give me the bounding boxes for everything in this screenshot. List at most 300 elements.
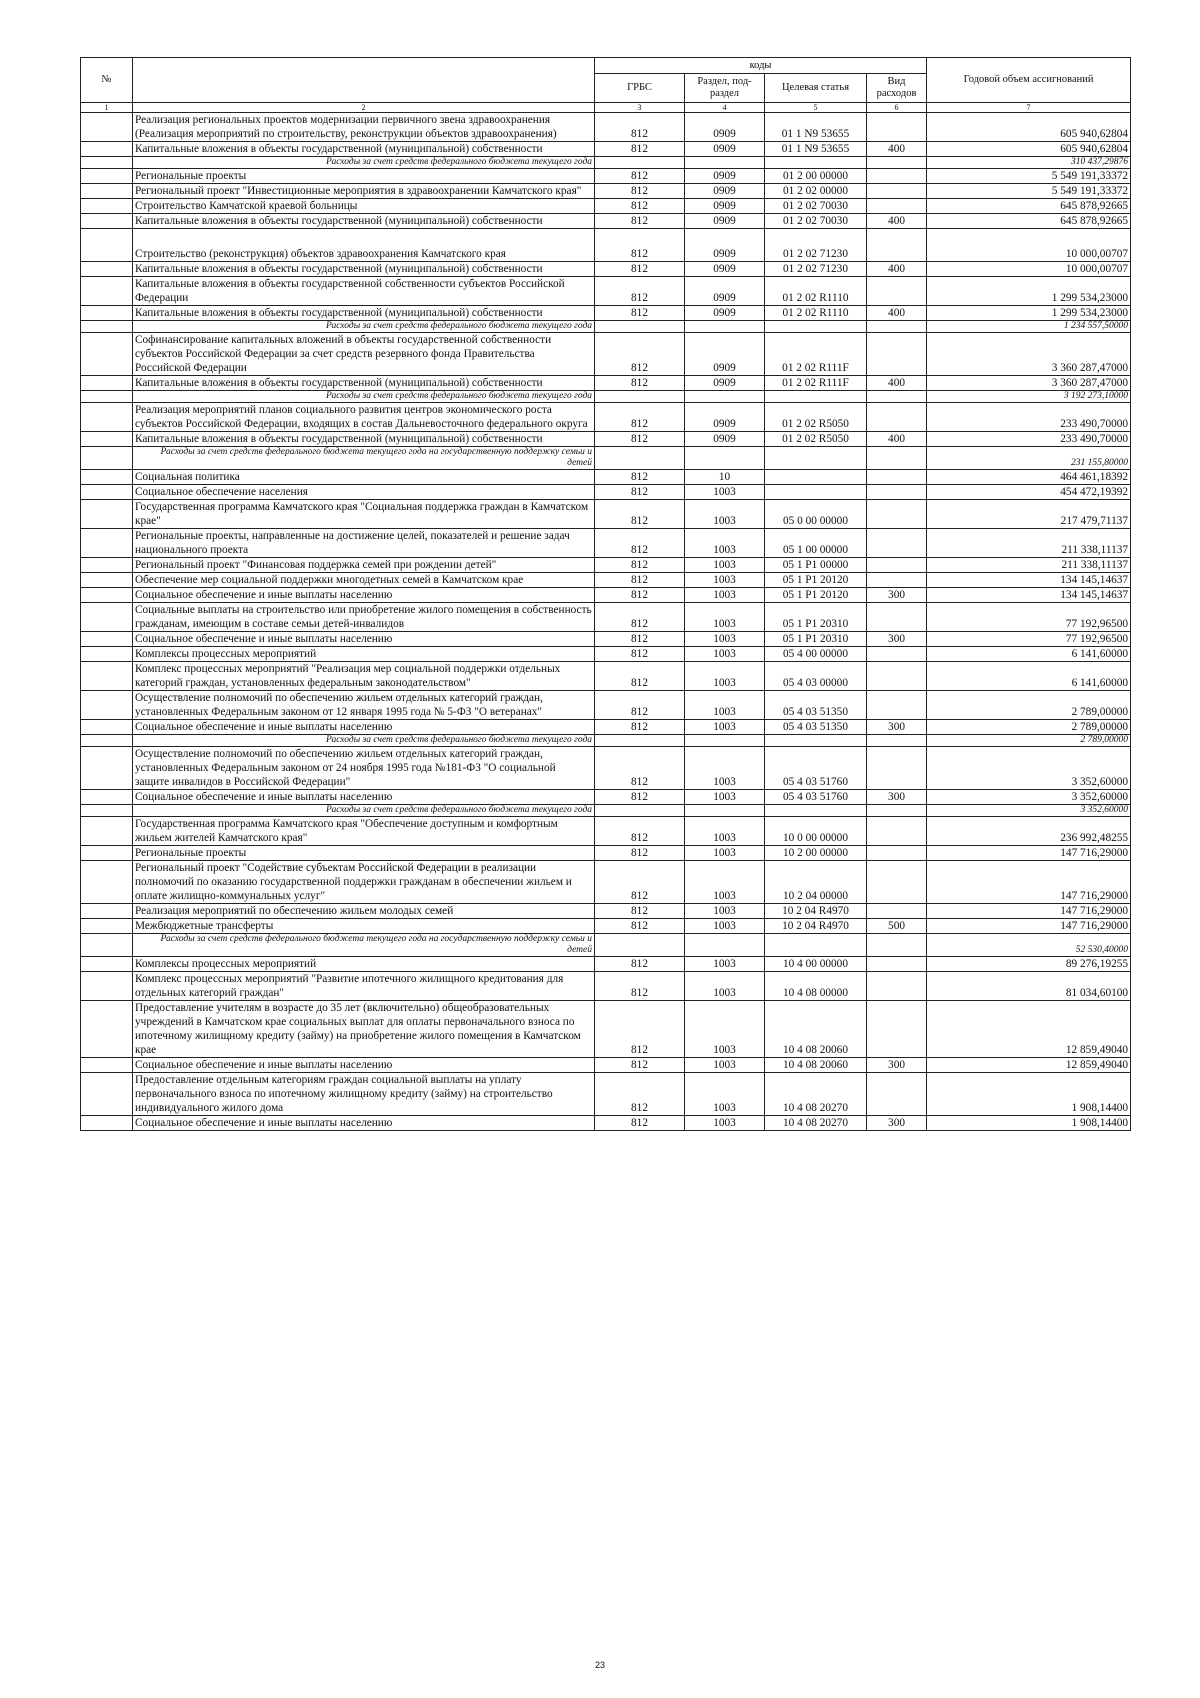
table-row — [81, 432, 1131, 447]
table-row — [81, 169, 1131, 184]
cell-volume: 6 141,60000 — [927, 662, 1131, 691]
cell-name: Капитальные вложения в объекты государственной (муниципальной) собственности — [133, 432, 595, 447]
cell-grbs: 812 — [595, 957, 685, 972]
cell-number — [81, 157, 133, 169]
cell-number — [81, 199, 133, 214]
cell-razdel: 10 — [685, 470, 765, 485]
cell-razdel: 1003 — [685, 603, 765, 632]
cell-name: Региональный проект "Финансовая поддержка семей при рождении детей" — [133, 558, 595, 573]
cell-number — [81, 904, 133, 919]
table-row — [81, 817, 1131, 846]
cell-grbs: 812 — [595, 169, 685, 184]
table-body — [81, 113, 1131, 1131]
cell-number — [81, 647, 133, 662]
cell-razdel: 1003 — [685, 588, 765, 603]
cell-razdel — [685, 157, 765, 169]
cell-volume: 3 352,60000 — [927, 747, 1131, 790]
cell-target-article: 01 2 02 R1110 — [765, 306, 867, 321]
cell-expense-type — [867, 662, 927, 691]
cell-razdel: 0909 — [685, 333, 765, 376]
cell-target-article: 10 4 08 20270 — [765, 1073, 867, 1116]
cell-volume: 645 878,92665 — [927, 199, 1131, 214]
cell-volume: 12 859,49040 — [927, 1058, 1131, 1073]
cell-expense-type — [867, 972, 927, 1001]
cell-grbs: 812 — [595, 470, 685, 485]
cell-grbs — [595, 805, 685, 817]
cell-grbs — [595, 391, 685, 403]
cell-number — [81, 376, 133, 391]
cell-number — [81, 603, 133, 632]
cell-name: Комплекс процессных мероприятий "Реализация мер социальной поддержки отдельных категорий граждан, установленных федеральным законодательством" — [133, 662, 595, 691]
cell-number — [81, 333, 133, 376]
cell-razdel — [685, 321, 765, 333]
federal-budget-row — [81, 735, 1131, 747]
cell-name: Комплексы процессных мероприятий — [133, 957, 595, 972]
cell-target-article: 10 4 08 20270 — [765, 1116, 867, 1131]
table-row — [81, 306, 1131, 321]
cell-volume: 236 992,48255 — [927, 817, 1131, 846]
cell-expense-type — [867, 391, 927, 403]
cell-number — [81, 957, 133, 972]
cell-razdel: 0909 — [685, 199, 765, 214]
cell-number — [81, 662, 133, 691]
cell-expense-type — [867, 558, 927, 573]
cell-expense-type: 300 — [867, 632, 927, 647]
cell-number — [81, 919, 133, 934]
cell-razdel: 1003 — [685, 1073, 765, 1116]
cell-volume: 2 789,00000 — [927, 735, 1131, 747]
cell-name: Капитальные вложения в объекты государственной (муниципальной) собственности — [133, 262, 595, 277]
cell-razdel — [685, 447, 765, 470]
cell-volume: 1 299 534,23000 — [927, 277, 1131, 306]
federal-budget-row — [81, 805, 1131, 817]
cell-name: Расходы за счет средств федерального бюджета текущего года — [133, 157, 595, 169]
cell-number — [81, 500, 133, 529]
cell-expense-type — [867, 934, 927, 957]
table-row — [81, 229, 1131, 262]
cell-expense-type — [867, 957, 927, 972]
cell-target-article — [765, 934, 867, 957]
cell-target-article: 05 4 00 00000 — [765, 647, 867, 662]
cell-expense-type — [867, 229, 927, 262]
cell-volume: 1 299 534,23000 — [927, 306, 1131, 321]
cell-name: Капитальные вложения в объекты государственной (муниципальной) собственности — [133, 376, 595, 391]
cell-volume: 1 908,14400 — [927, 1116, 1131, 1131]
cell-number — [81, 573, 133, 588]
cell-razdel: 0909 — [685, 184, 765, 199]
cell-name: Обеспечение мер социальной поддержки многодетных семей в Камчатском крае — [133, 573, 595, 588]
table-row — [81, 199, 1131, 214]
cell-target-article — [765, 447, 867, 470]
cell-expense-type — [867, 113, 927, 142]
cell-volume: 310 437,29876 — [927, 157, 1131, 169]
cell-target-article: 05 4 03 00000 — [765, 662, 867, 691]
cell-volume: 147 716,29000 — [927, 861, 1131, 904]
cell-number — [81, 529, 133, 558]
table-row — [81, 1073, 1131, 1116]
table-row — [81, 861, 1131, 904]
cell-number — [81, 1001, 133, 1058]
cell-expense-type — [867, 861, 927, 904]
cell-target-article: 05 0 00 00000 — [765, 500, 867, 529]
cell-razdel — [685, 805, 765, 817]
cell-expense-type: 300 — [867, 720, 927, 735]
cell-expense-type — [867, 647, 927, 662]
cell-name: Социальное обеспечение и иные выплаты населению — [133, 1116, 595, 1131]
cell-grbs: 812 — [595, 790, 685, 805]
cell-expense-type — [867, 403, 927, 432]
cell-razdel: 1003 — [685, 500, 765, 529]
cell-name: Социальное обеспечение и иные выплаты населению — [133, 588, 595, 603]
table-row — [81, 691, 1131, 720]
table-row — [81, 376, 1131, 391]
table-row — [81, 790, 1131, 805]
cell-expense-type — [867, 735, 927, 747]
cell-name: Предоставление отдельным категориям граждан социальной выплаты на уплату первоначального взноса по ипотечному жилищному кредиту (займу) на строительство индивидуального жилого дома — [133, 1073, 595, 1116]
table-row — [81, 846, 1131, 861]
cell-volume: 3 360 287,47000 — [927, 333, 1131, 376]
cell-grbs: 812 — [595, 647, 685, 662]
cell-expense-type — [867, 169, 927, 184]
cell-expense-type — [867, 500, 927, 529]
table-row — [81, 142, 1131, 157]
cell-name: Межбюджетные трансферты — [133, 919, 595, 934]
cell-grbs: 812 — [595, 846, 685, 861]
cell-expense-type: 400 — [867, 142, 927, 157]
col-header-name — [133, 58, 595, 103]
cell-number — [81, 403, 133, 432]
cell-volume: 211 338,11137 — [927, 558, 1131, 573]
cell-target-article: 01 2 02 70030 — [765, 199, 867, 214]
cell-volume: 1 234 557,50000 — [927, 321, 1131, 333]
cell-number — [81, 972, 133, 1001]
cell-volume: 2 789,00000 — [927, 720, 1131, 735]
cell-volume: 10 000,00707 — [927, 262, 1131, 277]
cell-target-article: 05 1 P1 20120 — [765, 588, 867, 603]
cell-name: Региональный проект "Инвестиционные мероприятия в здравоохранении Камчатского края" — [133, 184, 595, 199]
cell-volume: 147 716,29000 — [927, 846, 1131, 861]
cell-number — [81, 846, 133, 861]
cell-razdel: 1003 — [685, 790, 765, 805]
federal-budget-row — [81, 391, 1131, 403]
column-index: 7 — [927, 103, 1131, 113]
cell-razdel: 1003 — [685, 529, 765, 558]
cell-grbs: 812 — [595, 432, 685, 447]
cell-target-article: 10 2 04 00000 — [765, 861, 867, 904]
cell-target-article: 10 4 00 00000 — [765, 957, 867, 972]
cell-volume: 12 859,49040 — [927, 1001, 1131, 1058]
cell-volume: 5 549 191,33372 — [927, 184, 1131, 199]
cell-razdel: 1003 — [685, 632, 765, 647]
cell-number — [81, 447, 133, 470]
cell-number — [81, 214, 133, 229]
cell-grbs: 812 — [595, 904, 685, 919]
cell-razdel: 0909 — [685, 262, 765, 277]
cell-razdel: 1003 — [685, 957, 765, 972]
cell-razdel — [685, 391, 765, 403]
table-row — [81, 904, 1131, 919]
cell-number — [81, 432, 133, 447]
cell-name: Капитальные вложения в объекты государственной (муниципальной) собственности — [133, 142, 595, 157]
cell-number — [81, 1116, 133, 1131]
cell-number — [81, 262, 133, 277]
cell-number — [81, 747, 133, 790]
table-row — [81, 957, 1131, 972]
cell-number — [81, 861, 133, 904]
cell-target-article — [765, 391, 867, 403]
cell-razdel: 0909 — [685, 376, 765, 391]
cell-number — [81, 790, 133, 805]
cell-volume: 464 461,18392 — [927, 470, 1131, 485]
cell-name: Расходы за счет средств федерального бюджета текущего года — [133, 735, 595, 747]
cell-volume: 52 530,40000 — [927, 934, 1131, 957]
cell-volume: 10 000,00707 — [927, 229, 1131, 262]
table-row — [81, 720, 1131, 735]
cell-razdel: 0909 — [685, 214, 765, 229]
cell-razdel: 0909 — [685, 169, 765, 184]
cell-razdel: 0909 — [685, 306, 765, 321]
cell-expense-type — [867, 321, 927, 333]
cell-name: Комплекс процессных мероприятий "Развитие ипотечного жилищного кредитования для отдельных категорий граждан" — [133, 972, 595, 1001]
cell-name: Реализация мероприятий по обеспечению жильем молодых семей — [133, 904, 595, 919]
table-row — [81, 1058, 1131, 1073]
cell-target-article: 10 4 08 00000 — [765, 972, 867, 1001]
table-row — [81, 972, 1131, 1001]
col-header-razdel: Раздел, под-раздел — [685, 74, 765, 103]
cell-target-article: 01 2 02 R5050 — [765, 403, 867, 432]
cell-name: Осуществление полномочий по обеспечению жильем отдельных категорий граждан, установленных Федеральным законом от 24 ноября 1995 года №181-ФЗ "О социальной защите инвалидов в Российской Федерации" — [133, 747, 595, 790]
cell-name: Социальная политика — [133, 470, 595, 485]
cell-target-article: 01 1 N9 53655 — [765, 142, 867, 157]
cell-target-article — [765, 157, 867, 169]
table-row — [81, 529, 1131, 558]
cell-name: Осуществление полномочий по обеспечению жильем отдельных категорий граждан, установленных Федеральным законом от 12 января 1995 года № 5-ФЗ "О ветеранах" — [133, 691, 595, 720]
cell-volume: 3 352,60000 — [927, 805, 1131, 817]
cell-expense-type — [867, 904, 927, 919]
cell-razdel: 1003 — [685, 1058, 765, 1073]
cell-razdel: 0909 — [685, 432, 765, 447]
cell-target-article: 10 4 08 20060 — [765, 1058, 867, 1073]
cell-volume: 233 490,70000 — [927, 403, 1131, 432]
cell-target-article: 01 2 02 R111F — [765, 376, 867, 391]
cell-target-article: 10 2 04 R4970 — [765, 904, 867, 919]
cell-expense-type — [867, 1073, 927, 1116]
cell-target-article: 01 2 02 00000 — [765, 184, 867, 199]
cell-volume: 77 192,96500 — [927, 632, 1131, 647]
cell-name: Реализация мероприятий планов социального развития центров экономического роста субъектов Российской Федерации, входящих в состав Дальневосточного федерального округа — [133, 403, 595, 432]
cell-name: Предоставление учителям в возрасте до 35 лет (включительно) общеобразовательных учреждений в Камчатском крае социальных выплат для оплаты первоначального взноса по ипотечному жилищному кредиту (займу) на приобретение жилого помещения в Камчатском крае — [133, 1001, 595, 1058]
col-header-volume: Годовой объем ассигнований — [927, 58, 1131, 103]
cell-razdel — [685, 735, 765, 747]
cell-expense-type: 300 — [867, 588, 927, 603]
table-row — [81, 403, 1131, 432]
cell-number — [81, 277, 133, 306]
cell-volume: 3 360 287,47000 — [927, 376, 1131, 391]
column-index: 3 — [595, 103, 685, 113]
cell-expense-type — [867, 1001, 927, 1058]
cell-grbs: 812 — [595, 529, 685, 558]
cell-expense-type — [867, 846, 927, 861]
cell-grbs: 812 — [595, 229, 685, 262]
cell-volume: 77 192,96500 — [927, 603, 1131, 632]
cell-number — [81, 321, 133, 333]
cell-number — [81, 934, 133, 957]
cell-target-article: 01 1 N9 53655 — [765, 113, 867, 142]
cell-expense-type: 300 — [867, 1116, 927, 1131]
cell-razdel: 1003 — [685, 861, 765, 904]
cell-expense-type: 300 — [867, 790, 927, 805]
cell-number — [81, 817, 133, 846]
cell-grbs: 812 — [595, 485, 685, 500]
table-row — [81, 500, 1131, 529]
cell-volume: 233 490,70000 — [927, 432, 1131, 447]
cell-name: Расходы за счет средств федерального бюджета текущего года на государственную поддержку семьи и детей — [133, 447, 595, 470]
budget-table-sheet — [80, 57, 1130, 1131]
col-header-vid: Вид расходов — [867, 74, 927, 103]
cell-grbs: 812 — [595, 603, 685, 632]
cell-number — [81, 1073, 133, 1116]
cell-expense-type — [867, 573, 927, 588]
cell-target-article: 05 1 P1 20310 — [765, 603, 867, 632]
cell-name: Реализация региональных проектов модернизации первичного звена здравоохранения (Реализация мероприятий по строительству, реконструкции объектов здравоохранения) — [133, 113, 595, 142]
cell-expense-type: 300 — [867, 1058, 927, 1073]
cell-expense-type — [867, 691, 927, 720]
cell-target-article: 05 1 P1 20310 — [765, 632, 867, 647]
cell-name: Капитальные вложения в объекты государственной (муниципальной) собственности — [133, 214, 595, 229]
cell-target-article — [765, 805, 867, 817]
cell-volume: 217 479,71137 — [927, 500, 1131, 529]
cell-name: Социальное обеспечение населения — [133, 485, 595, 500]
cell-target-article: 01 2 00 00000 — [765, 169, 867, 184]
cell-target-article: 01 2 02 70030 — [765, 214, 867, 229]
federal-budget-row — [81, 934, 1131, 957]
cell-target-article — [765, 321, 867, 333]
table-row — [81, 277, 1131, 306]
cell-grbs — [595, 447, 685, 470]
table-row — [81, 573, 1131, 588]
col-header-grbs: ГРБС — [595, 74, 685, 103]
cell-name: Расходы за счет средств федерального бюджета текущего года на государственную поддержку семьи и детей — [133, 934, 595, 957]
cell-number — [81, 485, 133, 500]
cell-grbs: 812 — [595, 1058, 685, 1073]
cell-grbs: 812 — [595, 1001, 685, 1058]
cell-target-article: 10 2 00 00000 — [765, 846, 867, 861]
cell-expense-type — [867, 333, 927, 376]
column-index: 5 — [765, 103, 867, 113]
cell-name: Капитальные вложения в объекты государственной (муниципальной) собственности — [133, 306, 595, 321]
cell-volume: 605 940,62804 — [927, 113, 1131, 142]
cell-volume: 81 034,60100 — [927, 972, 1131, 1001]
table-row — [81, 262, 1131, 277]
cell-volume: 231 155,80000 — [927, 447, 1131, 470]
cell-razdel: 1003 — [685, 485, 765, 500]
cell-expense-type — [867, 277, 927, 306]
cell-target-article — [765, 470, 867, 485]
cell-grbs: 812 — [595, 691, 685, 720]
cell-grbs: 812 — [595, 306, 685, 321]
cell-expense-type — [867, 817, 927, 846]
cell-volume: 454 472,19392 — [927, 485, 1131, 500]
cell-name: Региональные проекты — [133, 169, 595, 184]
cell-expense-type — [867, 805, 927, 817]
cell-target-article: 05 4 03 51760 — [765, 790, 867, 805]
table-row — [81, 184, 1131, 199]
cell-volume: 605 940,62804 — [927, 142, 1131, 157]
cell-razdel: 1003 — [685, 691, 765, 720]
cell-razdel: 0909 — [685, 229, 765, 262]
cell-grbs: 812 — [595, 500, 685, 529]
cell-number — [81, 558, 133, 573]
cell-grbs: 812 — [595, 262, 685, 277]
col-header-statya: Целевая статья — [765, 74, 867, 103]
cell-expense-type — [867, 485, 927, 500]
page-number: 23 — [594, 1660, 605, 1670]
cell-grbs: 812 — [595, 919, 685, 934]
cell-expense-type — [867, 184, 927, 199]
table-row — [81, 113, 1131, 142]
cell-number — [81, 470, 133, 485]
cell-razdel: 1003 — [685, 747, 765, 790]
cell-target-article: 01 2 02 71230 — [765, 229, 867, 262]
cell-expense-type: 400 — [867, 306, 927, 321]
cell-expense-type: 400 — [867, 214, 927, 229]
table-row — [81, 1116, 1131, 1131]
cell-expense-type — [867, 603, 927, 632]
cell-name: Софинансирование капитальных вложений в объекты государственной собственности субъектов Российской Федерации за счет средств резервного фонда Правительства Российской Федерации — [133, 333, 595, 376]
cell-razdel: 1003 — [685, 1116, 765, 1131]
cell-number — [81, 735, 133, 747]
cell-name: Капитальные вложения в объекты государственной собственности субъектов Российской Федерации — [133, 277, 595, 306]
cell-grbs: 812 — [595, 277, 685, 306]
table-row — [81, 470, 1131, 485]
cell-grbs: 812 — [595, 972, 685, 1001]
cell-number — [81, 229, 133, 262]
cell-grbs: 812 — [595, 588, 685, 603]
column-index: 4 — [685, 103, 765, 113]
cell-grbs: 812 — [595, 632, 685, 647]
table-row — [81, 333, 1131, 376]
cell-volume: 645 878,92665 — [927, 214, 1131, 229]
cell-target-article: 01 2 02 R111F — [765, 333, 867, 376]
cell-volume: 2 789,00000 — [927, 691, 1131, 720]
column-index: 2 — [133, 103, 595, 113]
cell-grbs — [595, 321, 685, 333]
cell-grbs: 812 — [595, 662, 685, 691]
cell-razdel: 0909 — [685, 277, 765, 306]
cell-grbs: 812 — [595, 333, 685, 376]
budget-allocation-table — [80, 57, 1131, 1131]
cell-volume: 6 141,60000 — [927, 647, 1131, 662]
cell-volume: 147 716,29000 — [927, 904, 1131, 919]
cell-razdel: 1003 — [685, 720, 765, 735]
cell-number — [81, 142, 133, 157]
federal-budget-row — [81, 157, 1131, 169]
cell-target-article: 01 2 02 R1110 — [765, 277, 867, 306]
cell-name: Расходы за счет средств федерального бюджета текущего года — [133, 321, 595, 333]
cell-target-article: 01 2 02 R5050 — [765, 432, 867, 447]
table-row — [81, 603, 1131, 632]
cell-grbs: 812 — [595, 113, 685, 142]
cell-razdel: 1003 — [685, 972, 765, 1001]
cell-number — [81, 184, 133, 199]
cell-target-article: 05 4 03 51350 — [765, 691, 867, 720]
cell-grbs: 812 — [595, 817, 685, 846]
cell-name: Расходы за счет средств федерального бюджета текущего года — [133, 805, 595, 817]
cell-name: Государственная программа Камчатского края "Обеспечение доступным и комфортным жильем жителей Камчатского края" — [133, 817, 595, 846]
cell-number — [81, 691, 133, 720]
cell-expense-type — [867, 157, 927, 169]
cell-razdel: 1003 — [685, 573, 765, 588]
